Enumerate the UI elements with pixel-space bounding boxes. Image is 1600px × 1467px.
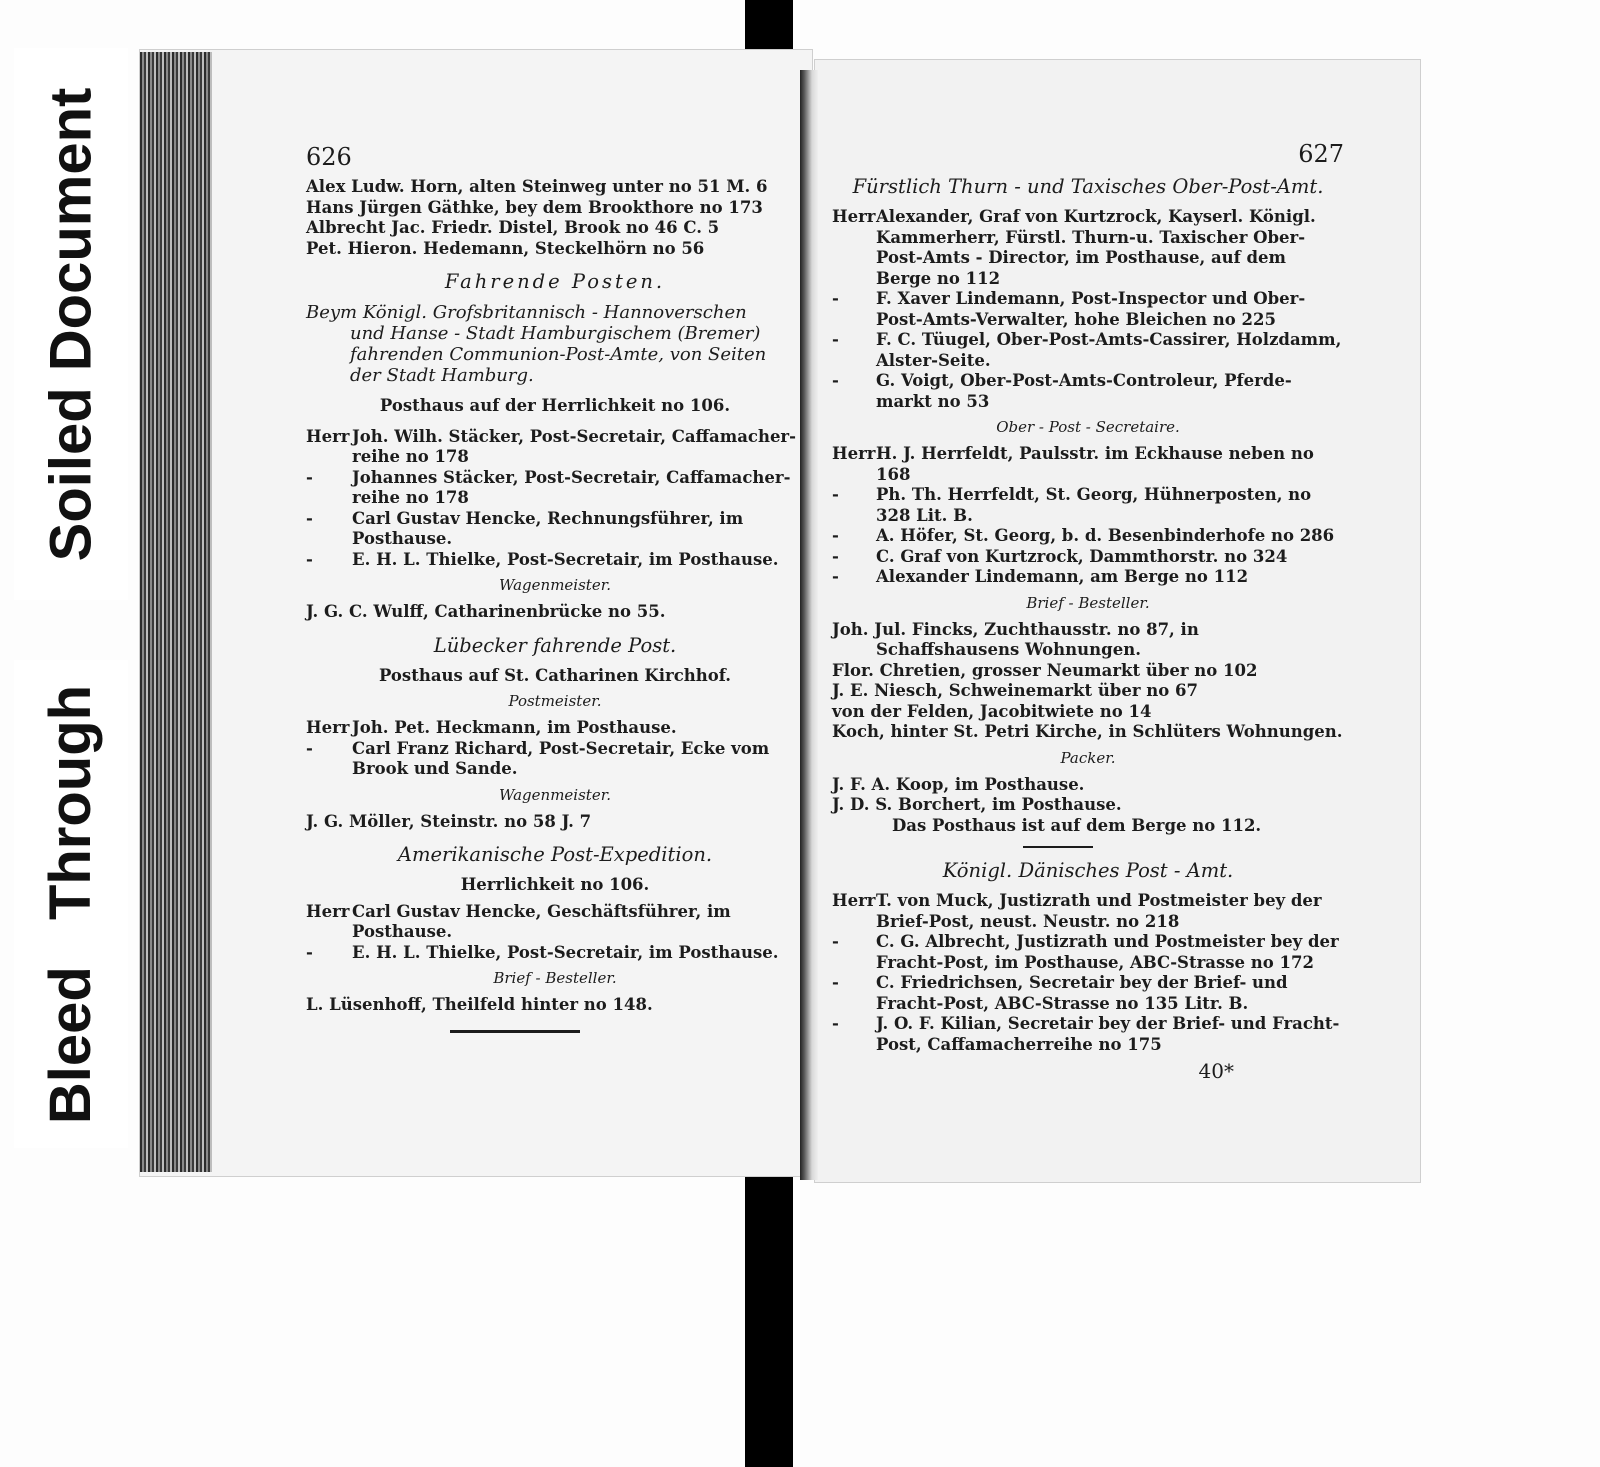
- subheading-ober-post-secretaire: Ober - Post - Secretaire.: [996, 418, 1180, 436]
- herrlichkeit-106: Herrlichkeit no 106.: [460, 875, 650, 894]
- soiled-label-text: Soiled Document: [38, 87, 104, 561]
- entry-text: F. Xaver Lindemann, Post-Inspector und Ober-Post-Amts-Verwalter, hohe Bleichen no 225: [876, 289, 1306, 329]
- heading-daenisches: Königl. Dänisches Post - Amt.: [942, 859, 1234, 882]
- wulff-entry: J. G. C. Wulff, Catharinenbrücke no 55.: [306, 602, 666, 621]
- entry-text: Carl Gustav Hencke, Geschäftsführer, im Posthause.: [352, 901, 731, 941]
- staff-entry: [306, 943, 804, 964]
- luesenhoff-entry: L. Lüsenhoff, Theilfeld hinter no 148.: [306, 995, 653, 1014]
- entry-text: C. Friedrichsen, Secretair bey der Brief- und Fracht-Post, ABC-Strasse no 135 Litr. B.: [876, 973, 1288, 1013]
- entry-prefix: -: [306, 508, 313, 528]
- posthaus-berge: Das Posthaus ist auf dem Berge no 112.: [892, 815, 1262, 835]
- entry-prefix: Herr: [306, 718, 350, 737]
- staff-entry: [306, 718, 804, 739]
- entry-prefix: -: [832, 371, 839, 390]
- signature-mark: 40*: [1198, 1059, 1234, 1083]
- intro-line: Beym Königl. Grofsbritannisch - Hannoverschen: [306, 302, 747, 323]
- subheading-brief-besteller: Brief - Besteller.: [493, 969, 617, 987]
- entry-prefix: Herr: [832, 891, 876, 910]
- intro-line: fahrenden Communion-Post-Amte, von Seiten: [350, 344, 767, 365]
- besteller-entry: J. E. Niesch, Schweinemarkt über no 67: [832, 681, 1198, 700]
- address-line: Albrecht Jac. Friedr. Distel, Brook no 46 C. 5: [306, 218, 720, 237]
- staff-entry: [832, 526, 1344, 547]
- intro-line: der Stadt Hamburg.: [350, 365, 534, 386]
- entry-text: Joh. Wilh. Stäcker, Post-Secretair, Caffamacher-reihe no 178: [352, 426, 796, 466]
- page-number-left: 626: [306, 143, 352, 171]
- page-number-right: 627: [1298, 140, 1344, 168]
- staff-entry: [832, 891, 1344, 932]
- subheading-wagenmeister: Wagenmeister.: [499, 785, 611, 804]
- moeller-entry: J. G. Möller, Steinstr. no 58 J. 7: [306, 811, 592, 831]
- entry-prefix: -: [306, 549, 313, 569]
- packer-entry: J. D. S. Borchert, im Posthause.: [832, 795, 1122, 814]
- entry-prefix: -: [832, 932, 839, 951]
- entry-text: F. C. Tüugel, Ober-Post-Amts-Cassirer, Holzdamm, Alster-Seite.: [876, 330, 1342, 370]
- address-line: Hans Jürgen Gäthke, bey dem Brookthore no 173: [306, 197, 763, 217]
- entry-prefix: Herr: [306, 426, 350, 446]
- subheading-postmeister: Postmeister.: [508, 692, 602, 710]
- staff-entry: [306, 468, 804, 509]
- entry-text: Johannes Stäcker, Post-Secretair, Caffamacher-reihe no 178: [352, 467, 791, 507]
- entry-text: E. H. L. Thielke, Post-Secretair, im Posthause.: [352, 549, 779, 569]
- besteller-entry: von der Felden, Jacobitwiete no 14: [832, 701, 1152, 721]
- entry-text: Carl Franz Richard, Post-Secretair, Ecke vom Brook und Sande.: [352, 738, 770, 778]
- entry-text: C. G. Albrecht, Justizrath und Postmeister bey der Fracht-Post, im Posthause, ABC-Strasse no 172: [876, 932, 1339, 972]
- besteller-entry: Joh. Jul. Fincks, Zuchthausstr. no 87, in Schaffshausens Wohnungen.: [832, 619, 1199, 659]
- bleed-label-text: Bleed Through: [38, 684, 104, 1124]
- right-page-text: [832, 140, 1344, 1082]
- entry-prefix: -: [832, 567, 839, 586]
- entry-text: E. H. L. Thielke, Post-Secretair, im Posthause.: [352, 942, 779, 962]
- staff-entry: [832, 371, 1344, 412]
- bleed-through-label: [14, 660, 128, 1148]
- intro-line: und Hanse - Stadt Hamburgischem (Bremer): [350, 323, 761, 344]
- posthaus-catharinen: Posthaus auf St. Catharinen Kirchhof.: [378, 665, 732, 685]
- staff-entry: [306, 902, 804, 943]
- entry-prefix: -: [832, 485, 839, 504]
- left-page-text: [306, 143, 804, 1033]
- entry-prefix: -: [832, 330, 839, 349]
- entry-text: Alexander Lindemann, am Berge no 112: [876, 567, 1249, 586]
- entry-prefix: Herr: [306, 901, 350, 921]
- staff-entry: [832, 567, 1344, 588]
- entry-prefix: -: [832, 973, 839, 992]
- end-rule: [450, 1030, 580, 1033]
- entry-prefix: Herr: [832, 444, 876, 463]
- heading-amerikanische: Amerikanische Post-Expedition.: [397, 843, 713, 866]
- staff-entry: [306, 739, 804, 780]
- entry-text: Carl Gustav Hencke, Rechnungsführer, im Posthause.: [352, 508, 744, 548]
- staff-entry: [832, 289, 1344, 330]
- staff-entry: [306, 550, 804, 571]
- entry-text: A. Höfer, St. Georg, b. d. Besenbinderhofe no 286: [876, 526, 1335, 545]
- entry-prefix: -: [306, 467, 313, 487]
- entry-prefix: -: [306, 942, 313, 962]
- packer-entry: J. F. A. Koop, im Posthause.: [832, 774, 1085, 794]
- section-rule: [1023, 846, 1093, 848]
- heading-fahrende-posten: Fahrende Posten.: [444, 270, 666, 293]
- entry-prefix: -: [832, 289, 839, 308]
- entry-prefix: -: [832, 526, 839, 545]
- entry-text: H. J. Herrfeldt, Paulsstr. im Eckhause neben no 168: [876, 444, 1314, 484]
- subheading-packer: Packer.: [1060, 748, 1116, 767]
- entry-text: Joh. Pet. Heckmann, im Posthause.: [352, 718, 677, 737]
- heading-thurn-taxis: Fürstlich Thurn - und Taxisches Ober-Post-Amt.: [852, 175, 1324, 198]
- entry-text: G. Voigt, Ober-Post-Amts-Controleur, Pferde-markt no 53: [876, 371, 1292, 411]
- entry-prefix: Herr: [832, 207, 876, 226]
- staff-entry: [832, 1014, 1344, 1055]
- entry-text: T. von Muck, Justizrath und Postmeister bey der Brief-Post, neust. Neustr. no 218: [876, 891, 1322, 931]
- posthaus-herrlichkeit: Posthaus auf der Herrlichkeit no 106.: [379, 396, 731, 415]
- staff-entry: [832, 330, 1344, 371]
- staff-entry: [832, 547, 1344, 568]
- staff-entry: [306, 427, 804, 468]
- binding-strip-bottom: [745, 1162, 793, 1467]
- soiled-document-label: [14, 48, 128, 600]
- staff-entry: [832, 444, 1344, 485]
- staff-entry: [832, 485, 1344, 526]
- staff-entry: [306, 509, 804, 550]
- subheading-wagenmeister: Wagenmeister.: [499, 576, 611, 594]
- heading-luebecker: Lübecker fahrende Post.: [433, 633, 677, 657]
- besteller-entry: Flor. Chretien, grosser Neumarkt über no 102: [832, 660, 1258, 680]
- entry-text: Ph. Th. Herrfeldt, St. Georg, Hühnerposten, no 328 Lit. B.: [876, 485, 1312, 525]
- entry-text: Alexander, Graf von Kurtzrock, Kayserl. Königl. Kammerherr, Fürstl. Thurn-u. Taxischer Ober-Post-Amts - Director, im Posthause, auf dem Berge no 112: [876, 207, 1316, 288]
- staff-entry: [832, 932, 1344, 973]
- besteller-entry: Koch, hinter St. Petri Kirche, in Schlüters Wohnungen.: [832, 722, 1343, 741]
- entry-text: J. O. F. Kilian, Secretair bey der Brief- und Fracht-Post, Caffamacherreihe no 175: [876, 1014, 1340, 1054]
- intro-paragraph: [306, 302, 804, 386]
- entry-prefix: -: [832, 546, 839, 566]
- entry-text: C. Graf von Kurtzrock, Dammthorstr. no 324: [876, 546, 1288, 566]
- address-line: Alex Ludw. Horn, alten Steinweg unter no 51 M. 6: [306, 177, 768, 196]
- subheading-brief-besteller: Brief - Besteller.: [1026, 593, 1150, 612]
- staff-entry: [832, 207, 1344, 289]
- book-page-edges: [140, 52, 212, 1172]
- entry-prefix: -: [306, 738, 313, 758]
- entry-prefix: -: [832, 1014, 839, 1033]
- address-line: Pet. Hieron. Hedemann, Steckelhörn no 56: [306, 238, 705, 258]
- staff-entry: [832, 973, 1344, 1014]
